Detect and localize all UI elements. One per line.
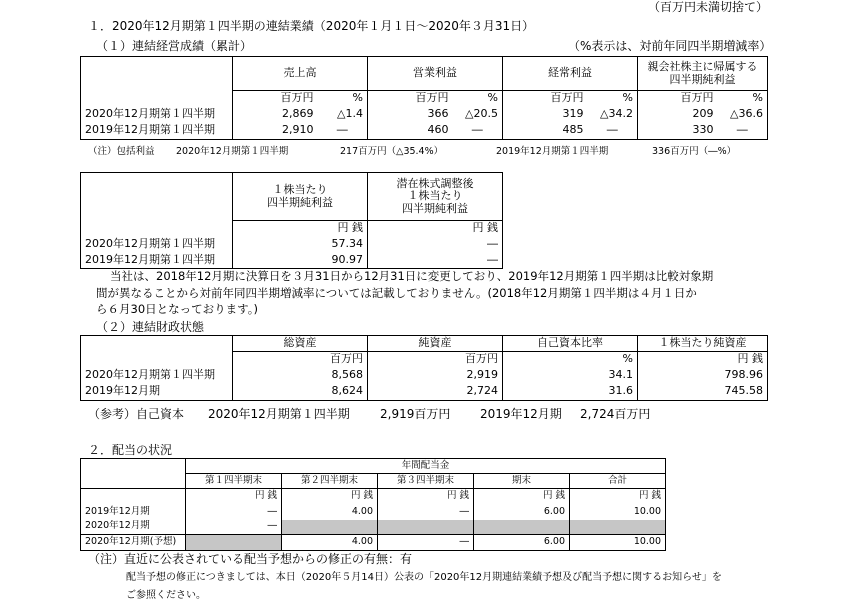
header-year-end: 期末 [474,474,570,489]
dividend-note-detail: 配当予想の修正につきましては、本日（2020年５月14日）公表の「2020年12月期連結業績予想及び配当予想に関するお知らせ」を [126,572,722,583]
results-corner [81,57,233,91]
cell: △1.4 [318,107,368,123]
row-label: 2019年12月期第１四半期 [81,123,233,140]
cell: ― [378,535,474,551]
unit: 円 銭 [638,352,768,368]
comprehensive-value-2: 336百万円（―%） [652,146,737,157]
unit: % [588,91,638,107]
reference-period-1: 2020年12月期第１四半期 [208,407,350,421]
cell: 8,624 [233,384,368,401]
unit: 百万円 [638,91,718,107]
eps-table [80,172,503,269]
comprehensive-value-1: 217百万円（△35.4%） [340,146,444,157]
header-operating-profit: 営業利益 [368,57,503,91]
unit-note: （百万円未満切捨て） [648,0,769,14]
table-row [81,368,768,384]
row-label: 2020年12月期第１四半期 [81,107,233,123]
cell: 485 [503,123,588,140]
paragraph-line: 当社は、2018年12月期に決算日を３月31日から12月31日に変更しており、2019年12月期第１四半期は比較対象期 [110,269,714,283]
cell: 319 [562,107,584,121]
row-label: 2020年12月期第１四半期 [81,237,233,253]
header-annual-dividend: 年間配当金 [186,459,666,474]
percent-note: （%表示は、対前年同四半期増減率） [568,39,772,53]
cell: 6.00 [474,505,570,520]
dividend-note: （注）直近に公表されている配当予想からの修正の有無：有 [88,552,413,566]
cell [378,520,474,535]
unit: 円 銭 [474,489,570,505]
cell: 2,724 [368,384,503,401]
cell: 4.00 [282,535,378,551]
cell: 2,869 [282,107,314,121]
header-equity-ratio: 自己資本比率 [503,336,638,352]
table-row [81,237,503,253]
cell: 34.1 [503,368,638,384]
cell [186,535,282,551]
cell: 90.97 [233,253,368,269]
cell: △36.6 [718,107,768,123]
cell: 2,919 [368,368,503,384]
unit: 百万円 [233,352,368,368]
header-net-assets: 純資産 [368,336,503,352]
header-q1: 第１四半期末 [186,474,282,489]
financial-table [80,335,768,401]
unit: % [453,91,503,107]
cell: 4.00 [282,505,378,520]
cell: ― [588,123,638,140]
header-diluted-eps: 潜在株式調整後 １株当たり 四半期純利益 [368,173,503,221]
cell [474,520,570,535]
comprehensive-period-1: 2020年12月期第１四半期 [176,146,289,157]
unit: 百万円 [368,91,453,107]
table-row [81,535,666,551]
reference-value-2: 2,724百万円 [580,407,651,421]
cell: 460 [368,123,453,140]
cell: 6.00 [474,535,570,551]
results-subtitle: （１）連結経営成績（累計） [96,39,253,53]
table-row [81,253,503,269]
unit: % [503,352,638,368]
cell: 57.34 [233,237,368,253]
cell: △20.5 [453,107,503,123]
reference-period-2: 2019年12月期 [480,407,562,421]
header-ordinary-profit: 経常利益 [503,57,638,91]
unit: 円 銭 [368,221,503,237]
unit: 円 銭 [378,489,474,505]
table-row [81,107,768,123]
unit: 百万円 [503,91,588,107]
cell [282,520,378,535]
cell: 745.58 [638,384,768,401]
reference-label: （参考）自己資本 [88,407,185,421]
section2-title: ２．配当の状況 [88,443,173,457]
unit: % [718,91,768,107]
dividend-note-detail: ご参照ください。 [126,590,206,601]
header-total-assets: 総資産 [233,336,368,352]
table-row [81,505,666,520]
cell: ― [453,123,503,140]
unit: % [318,91,368,107]
row-label: 2019年12月期第１四半期 [81,253,233,269]
cell: 31.6 [503,384,638,401]
cell: ― [378,505,474,520]
comprehensive-note-label: （注）包括利益 [88,146,155,157]
unit: 円 銭 [233,221,368,237]
cell: △34.2 [588,107,638,123]
cell: 366 [427,107,449,121]
row-label: 2019年12月期 [81,384,233,401]
unit: 円 銭 [570,489,666,505]
header-total: 合計 [570,474,666,489]
row-label: 2019年12月期 [81,505,186,520]
cell: ― [368,237,503,253]
table-row [81,384,768,401]
results-table [80,56,768,140]
header-eps: １株当たり 四半期純利益 [233,173,368,221]
cell: ― [186,505,282,520]
cell: ― [718,123,768,140]
reference-value-1: 2,919百万円 [380,407,451,421]
row-label: 2020年12月期(予想) [81,535,186,551]
cell: 10.00 [570,505,666,520]
cell: ― [186,520,282,535]
unit: 百万円 [233,91,318,107]
cell: 209 [692,107,714,121]
cell: 8,568 [233,368,368,384]
unit: 百万円 [368,352,503,368]
row-label: 2020年12月期第１四半期 [81,368,233,384]
header-net-income: 親会社株主に帰属する 四半期純利益 [638,57,768,91]
unit: 円 銭 [282,489,378,505]
dividend-table [80,458,666,551]
financial-subtitle: （２）連結財政状態 [96,320,205,334]
cell: 798.96 [638,368,768,384]
cell: 10.00 [570,535,666,551]
cell: ― [368,253,503,269]
table-row [81,123,768,140]
table-row [81,520,666,535]
paragraph-line: 間が異なることから対前年同四半期増減率については記載しておりません。(2018年12月期第１四半期は４月１日か [96,286,697,300]
cell: 2,910 [233,123,318,140]
comprehensive-period-2: 2019年12月期第１四半期 [496,146,609,157]
header-bps: １株当たり純資産 [638,336,768,352]
unit: 円 銭 [186,489,282,505]
header-q3: 第３四半期末 [378,474,474,489]
row-label: 2020年12月期 [81,520,186,535]
cell: ― [318,123,368,140]
header-q2: 第２四半期末 [282,474,378,489]
cell [570,520,666,535]
paragraph-line: ら６月30日となっております。) [96,302,258,316]
section1-title: １．2020年12月期第１四半期の連結業績（2020年１月１日～2020年３月31日） [88,19,535,33]
header-sales: 売上高 [233,57,368,91]
cell: 330 [638,123,718,140]
